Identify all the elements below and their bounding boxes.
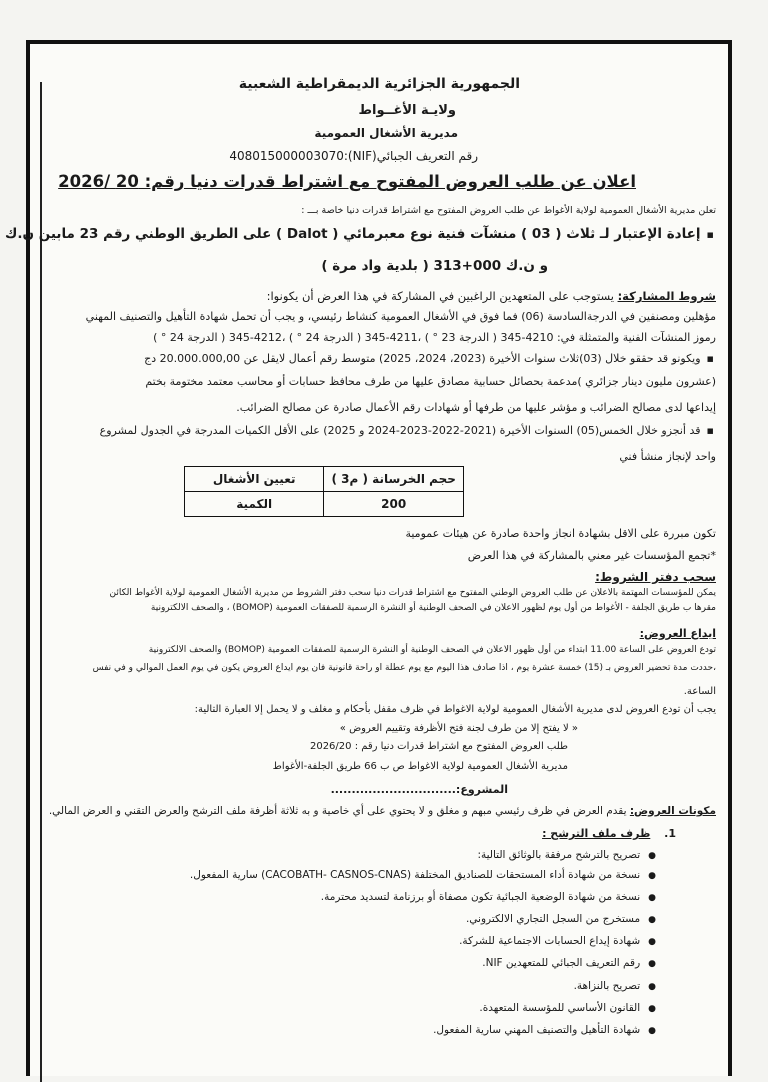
list-item: ● رقم التعريف الجبائي للمتعهدين NIF.: [482, 957, 656, 969]
conditions-heading: شروط المشاركة:: [617, 289, 716, 303]
intro-text: تعلن مديرية الأشغال العمومية لولاية الأغواط عن طلب العروض المفتوح مع اشتراط قدرات دنيا خاصة بـــ :: [301, 205, 716, 216]
republic-header: الجمهورية الجزائرية الديمقراطية الشعبية: [238, 76, 520, 92]
after-table-line-1: تكون مبررة على الاقل بشهادة انجاز واحدة صادرة عن هيئات عمومية: [405, 527, 716, 540]
table-row: [185, 492, 464, 517]
list-item: ● تصريح بالنزاهة.: [574, 980, 656, 992]
conditions-line-1: مؤهلين ومصنفين في الدرجةالسادسة (06) فما فوق في الأشغال العمومية كنشاط رئيسي، و يجب أن تحمل شهادة التأهيل والتصنيف المهني: [85, 310, 716, 323]
deposit-line-1: تودع العروض على الساعة 11.00 ابتداء من أول ظهور الاعلان في الصحف الوطنية أو النشرة الرسمية للصفقات العمومية (BOMOP) والصحف الالكترونية: [148, 645, 716, 655]
conditions-heading-line: [267, 289, 716, 303]
list-item: ● شهادة إيداع الحسابات الاجتماعية للشركة.: [459, 935, 656, 947]
withdrawal-line-1: يمكن للمؤسسات المهتمة بالاعلان عن طلب العروض الوطني المفتوح مع اشتراط قدرات دنيا سحب دفتر الشروط من مديرية الأشغال العمومية لولاية الأغواط الكائن: [109, 588, 716, 598]
table-header-cell: حجم الخرسانة ( م3 ): [324, 467, 464, 492]
deposit-heading: ايداع العروض:: [639, 627, 716, 640]
candidacy-subheading: [542, 827, 676, 840]
conditions-line-5: إيداعها لدى مصالح الضرائب و مؤشر عليها من طرفها أو شهادات رقم الأعمال صادرة عن مصالح الضرائب.: [236, 401, 716, 414]
nif-line: رقم التعريف الجبائي(NIF):408015000003070: [229, 149, 478, 163]
conditions-line-4: (عشرون مليون دينار جزائري )مدعمة بحصائل حسابية مصادق عليها من طرف محافظ حسابات أو محاسب معتمد مختومة بختم: [145, 375, 716, 388]
withdrawal-heading: سحب دفتر الشروط:: [595, 570, 716, 584]
deposit-line-7: مديرية الأشغال العمومية لولاية الاغواط ص ب 66 طريق الجلفة-الأغواط: [272, 761, 568, 772]
deposit-line-2: ،حددت مدة تحضير العروض بـ (15) خمسة عشرة يوم ، اذا صادف هذا اليوم مع يوم عطلة او راحة قانونية فان يوم ايداع العروض يكون في يوم العمل الموالي و في نفس: [92, 663, 716, 673]
list-item: ● القانون الأساسي للمؤسسة المتعهدة.: [479, 1002, 656, 1014]
deposit-line-8: المشروع:..............................: [330, 783, 508, 796]
wilaya-header: ولايـة الأغــواط: [358, 103, 456, 118]
conditions-line-2: رموز المنشآت الفنية والمتمثلة في: 4210-345 ( الدرجة 23 ° ) ،4211-345 ( الدرجة 24 ° ) ،4212-345 ( الدرجة 24 ° ): [153, 331, 716, 344]
withdrawal-line-2: مقرها ب طريق الجلفة - الأغواط من أول يوم لظهور الاعلان في الصحف الوطنية أو النشرة الرسمية للصفقات العمومية (BOMOP) ، والصحف الالكترونية: [150, 603, 716, 613]
list-item: ● شهادة التأهيل والتصنيف المهني سارية المفعول.: [433, 1024, 656, 1036]
deposit-line-4: يجب أن تودع العروض لدى مديرية الأشغال العمومية لولاية الاغواط في ظرف مقفل بأحكام و مغلف و لا يحمل إلا العبارة التالية:: [194, 704, 716, 715]
conditions-line-6: ▪ قد أنجزو خلال الخمس(05) السنوات الأخيرة (2021-2022-2023-2024 و 2025) على الأقل الكميات المدرجة في الجدول لمشروع: [100, 424, 714, 437]
after-table-line-2: *تجمع المؤسسات غير معني بالمشاركة في هذا العرض: [467, 549, 716, 562]
quantities-table: [184, 466, 464, 517]
conditions-line-3: ▪ ويكونو قد حققو خلال (03)ثلاث سنوات الأخيرة (2023، 2024، 2025) متوسط رقم أعمال لايقل عن 20.000.000,00 دج: [144, 352, 714, 365]
announcement-title: اعلان عن طلب العروض المفتوح مع اشتراط قدرات دنيا رقم: 20 /2026: [58, 172, 636, 191]
project-line-1: ▪ إعادة الإعتبار لـ ثلاث ( 03 ) منشآت فنية نوع معبرمائي ( Dalot ) على الطريق الوطني رقم 23 مابين ن.ك: [0, 226, 714, 242]
components-heading-line: [49, 805, 716, 817]
list-item: ● مستخرج من السجل التجاري الالكتروني.: [466, 913, 656, 925]
deposit-line-3: الساعة.: [683, 686, 716, 697]
list-item: ● تصريح بالترشح مرفقة بالوثائق التالية:: [477, 849, 656, 861]
conditions-line-7: واحد لإنجاز منشأ فني: [619, 450, 716, 463]
table-header-row: [185, 467, 464, 492]
list-item: ● نسخة من شهادة أداء المستحقات للصناديق المختلفة (CACOBATH- CASNOS-CNAS) سارية المفعول.: [190, 869, 656, 881]
components-heading: مكونات العروض:: [629, 805, 716, 817]
components-heading-rest: يقدم العرض في ظرف رئيسي مبهم و مغلق و لا يحتوي على أي خاصية و به ثلاثة أظرفة ملف الترشح والعرض التقني و العرض المالي.: [48, 805, 630, 817]
table-cell-label: الكمية: [185, 492, 324, 517]
deposit-line-5: « لا يفتح إلا من طرف لجنة فتح الأظرفة وتقييم العروض »: [339, 723, 578, 734]
deposit-line-6: طلب العروض المفتوح مع اشتراط قدرات دنيا رقم : 2026/20: [309, 741, 568, 752]
project-line-2: و ن.ك 000+313 ( بلدية واد مرة ): [321, 258, 548, 274]
table-header-cell: تعيين الأشغال: [185, 467, 324, 492]
table-cell-value: 200: [324, 492, 464, 517]
candidacy-subheading-number: 1.: [664, 827, 676, 840]
conditions-heading-rest: يستوجب على المتعهدين الراغبين في المشاركة في هذا العرض أن يكونوا:: [266, 289, 618, 303]
list-item: ● نسخة من شهادة الوضعية الجبائية تكون مصفاة أو برزنامة لتسديد محترمة.: [321, 891, 656, 903]
candidacy-subheading-text: ظرف ملف الترشح :: [542, 827, 651, 840]
directorate-header: مديرية الأشغال العمومية: [314, 126, 458, 140]
